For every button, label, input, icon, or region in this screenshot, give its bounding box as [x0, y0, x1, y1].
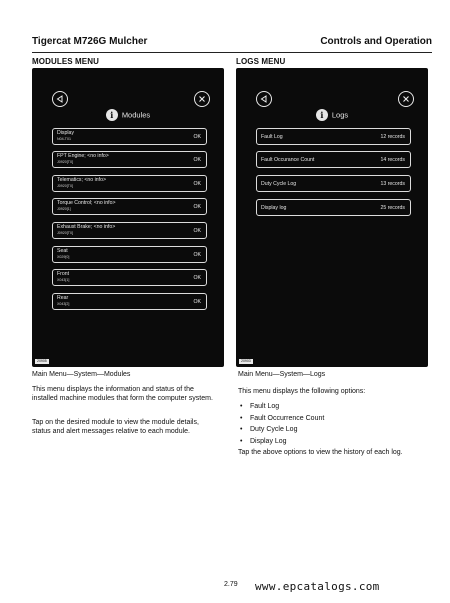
logs-intro: This menu displays the following options:	[238, 388, 366, 395]
modules-instructions: Tap on the desired module to view the module details, status and alert messages relative to each module.	[32, 419, 199, 435]
module-row-display[interactable]: Display N04-T01 OK	[52, 128, 207, 145]
list-item: • Fault Occurrence Count	[240, 413, 324, 425]
list-item: • Duty Cycle Log	[240, 424, 324, 436]
module-row-rear[interactable]: Rear X043[2] OK	[52, 293, 207, 310]
back-button[interactable]	[256, 91, 272, 107]
chapter-title: Controls and Operation	[320, 36, 432, 47]
info-icon: i	[316, 109, 328, 121]
module-row-exhaust-brake[interactable]: Exhaust Brake; <no info> J0920[T0] OK	[52, 222, 207, 239]
logs-screen	[236, 68, 428, 367]
log-row-fault-occurance-count[interactable]: Fault Occurance Count 14 records	[256, 151, 411, 168]
page-header	[32, 36, 432, 50]
modules-section-title: MODULES MENU	[32, 57, 99, 66]
close-icon	[402, 95, 410, 103]
list-item: • Display Log	[240, 436, 324, 448]
back-arrow-icon	[260, 95, 268, 103]
close-icon	[198, 95, 206, 103]
list-item: • Fault Log	[240, 401, 324, 413]
module-row-fpt-engine[interactable]: FPT Engine; <no info> J0920[T0] OK	[52, 151, 207, 168]
back-button[interactable]	[52, 91, 68, 107]
document-title: Tigercat M726G Mulcher	[32, 36, 148, 47]
module-row-telematics[interactable]: Telematics; <no info> J0920[T0] OK	[52, 175, 207, 192]
footer-watermark: www.epcatalogs.com	[255, 580, 380, 593]
figure-tag: 20903	[241, 359, 251, 363]
log-row-duty-cycle-log[interactable]: Duty Cycle Log 13 records	[256, 175, 411, 192]
logs-caption: Main Menu—System—Logs	[238, 371, 326, 378]
logs-section-title: LOGS MENU	[236, 57, 286, 66]
page-number: 2.79	[224, 581, 238, 588]
back-arrow-icon	[56, 95, 64, 103]
module-row-front[interactable]: Front X043[1] OK	[52, 269, 207, 286]
modules-screen	[32, 68, 224, 367]
figure-tag: 20905	[37, 359, 47, 363]
logs-instructions: Tap the above options to view the history of each log.	[238, 449, 403, 456]
log-row-fault-log[interactable]: Fault Log 12 records	[256, 128, 411, 145]
module-row-seat[interactable]: Seat X029[0] OK	[52, 246, 207, 263]
modules-screen-title: i Modules	[32, 109, 224, 121]
header-divider	[32, 52, 432, 53]
modules-caption: Main Menu—System—Modules	[32, 371, 131, 378]
log-row-display-log[interactable]: Display log 25 records	[256, 199, 411, 216]
module-row-torque-control[interactable]: Torque Control; <no info> J0920[1] OK	[52, 198, 207, 215]
info-icon: i	[106, 109, 118, 121]
modules-description: This menu displays the information and status of the installed machine modules that form the computer system.	[32, 386, 213, 402]
logs-screen-title: i Logs	[236, 109, 428, 121]
logs-options-list	[240, 401, 324, 447]
close-button[interactable]	[194, 91, 210, 107]
close-button[interactable]	[398, 91, 414, 107]
